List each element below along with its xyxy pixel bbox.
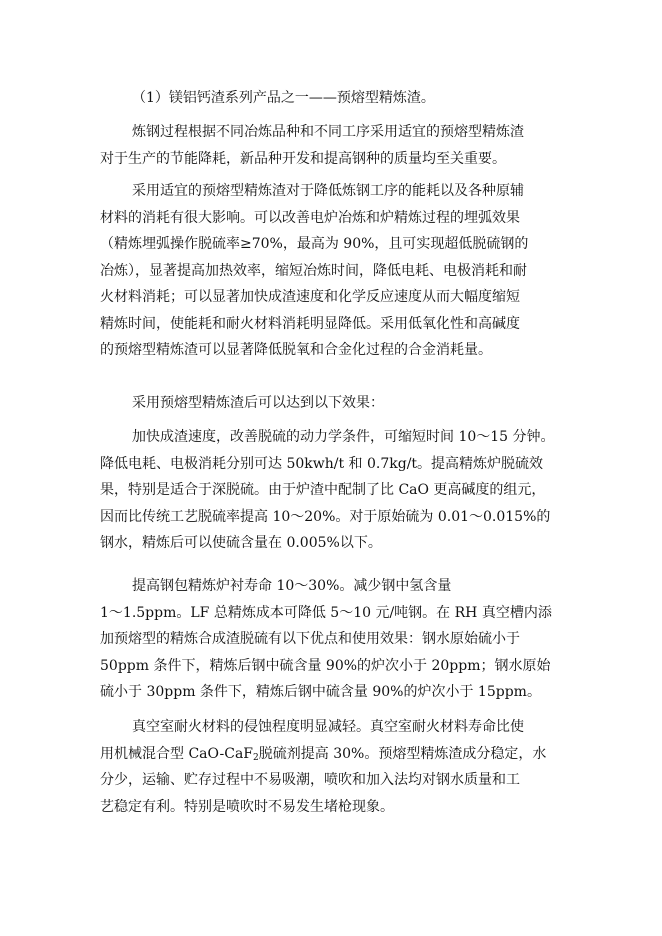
text-line: （精炼埋弧操作脱硫率≥70%，最高为 90%，且可实现超低脱硫钢的 bbox=[100, 236, 529, 252]
text-line: 真空室耐火材料的侵蚀程度明显减轻。真空室耐火材料寿命比使 bbox=[132, 719, 524, 735]
text-line bbox=[100, 741, 590, 768]
paragraph-6 bbox=[100, 714, 590, 820]
text-line: 炼钢过程根据不同冶炼品种和不同工序采用适宜的预熔型精炼渣 bbox=[132, 124, 524, 140]
text-line: 加预熔型的精炼合成渣脱硫有以下优点和使用效果：钢水原始硫小于 bbox=[100, 631, 520, 647]
text-line: 采用适宜的预熔型精炼渣对于降低炼钢工序的能耗以及各种原辅 bbox=[132, 183, 524, 199]
text-line: 的预熔型精炼渣可以显著降低脱氧和合金化过程的合金消耗量。 bbox=[100, 342, 492, 358]
text-line: 加快成渣速度，改善脱硫的动力学条件，可缩短时间 10～15 分钟。 bbox=[132, 429, 555, 445]
text-line: 降低电耗、电极消耗分别可达 50kwh/t 和 0.7kg/t。提高精炼炉脱硫效 bbox=[100, 455, 544, 472]
text-line: 提高钢包精炼炉衬寿命 10～30%。减少钢中氢含量 bbox=[132, 578, 452, 594]
text-line: 对于生产的节能降耗，新品种开发和提高钢种的质量均至关重要。 bbox=[100, 150, 506, 167]
text-line: 精炼时间，使能耗和耐火材料消耗明显降低。采用低氧化性和高碱度 bbox=[100, 315, 520, 332]
text-line: 50ppm 条件下，精炼后钢中硫含量 90%的炉次小于 20ppm；钢水原始 bbox=[100, 657, 551, 674]
subscript-2: 2 bbox=[253, 752, 259, 763]
text-fragment: 用机械混合型 CaO-CaF bbox=[100, 745, 254, 762]
section-heading: （1）镁铝钙渣系列产品之一——预熔型精炼渣。 bbox=[132, 90, 435, 106]
paragraph-1 bbox=[100, 119, 590, 172]
text-line: 材料的消耗有很大影响。可以改善电炉冶炼和炉精炼过程的埋弧效果 bbox=[100, 209, 520, 226]
text-line: 硫小于 30ppm 条件下，精炼后钢中硫含量 90%的炉次小于 15ppm。 bbox=[100, 684, 541, 700]
text-line: 1～1.5ppm。LF 总精炼成本可降低 5～10 元/吨钢。在 RH 真空槽内添 bbox=[100, 604, 552, 621]
paragraph-5 bbox=[100, 573, 590, 706]
paragraph-3 bbox=[100, 390, 590, 417]
text-line: 艺稳定有利。特别是喷吹时不易发生堵枪现象。 bbox=[100, 798, 394, 815]
paragraph-4 bbox=[100, 424, 590, 557]
text-line: 分少，运输、贮存过程中不易吸潮，喷吹和加入法均对钢水质量和工 bbox=[100, 772, 520, 788]
text-fragment: 脱硫剂提高 30%。预熔型精炼渣成分稳定，水 bbox=[258, 745, 547, 762]
paragraph-2 bbox=[100, 178, 590, 364]
text-line: 因而比传统工艺脱硫率提高 10～20%。对于原始硫为 0.01～0.015%的 bbox=[100, 508, 551, 525]
text-line: 果，特别是适合于深脱硫。由于炉渣中配制了比 CaO 更高碱度的组元， bbox=[100, 482, 546, 498]
text-line: 火材料消耗；可以显著加快成渣速度和化学反应速度从而大幅度缩短 bbox=[100, 289, 520, 305]
text-line: 冶炼），显著提高加热效率，缩短冶炼时间，降低电耗、电极消耗和耐 bbox=[100, 262, 527, 279]
text-line: 钢水，精炼后可以使硫含量在 0.005%以下。 bbox=[100, 535, 382, 551]
text-line: 采用预熔型精炼渣后可以达到以下效果： bbox=[132, 395, 384, 411]
